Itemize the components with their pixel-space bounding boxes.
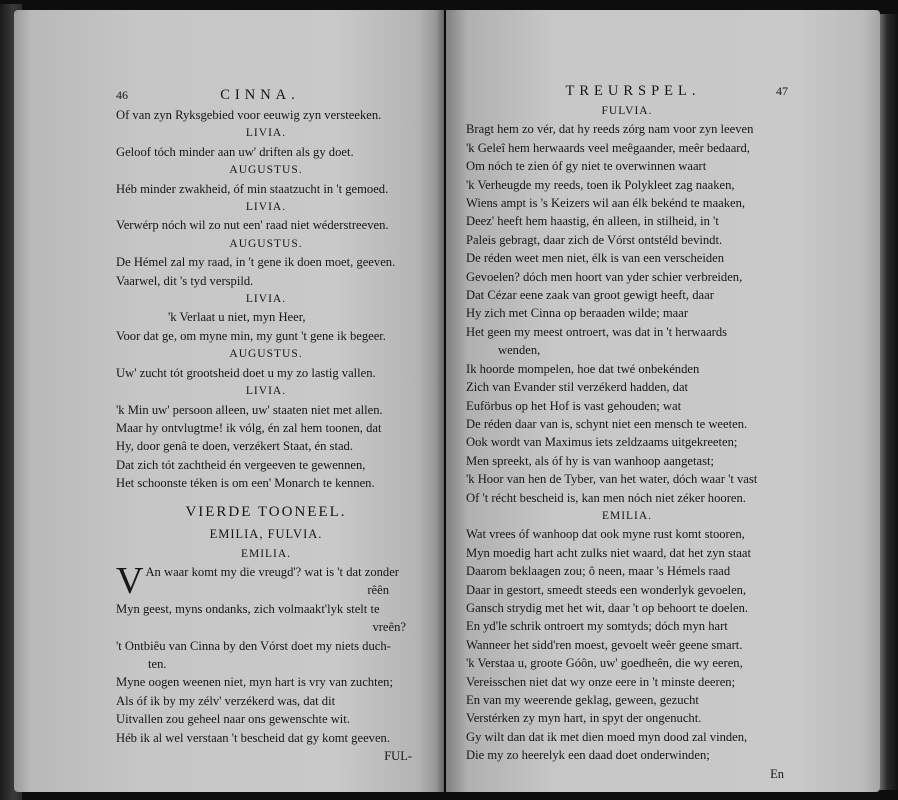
verse-line: Of 't récht bescheid is, kan men nóch niet zéker hooren. [466,490,746,505]
verse-line: Die my zo heerelyk een daad doet onderwinden; [466,748,710,763]
scene-heading: VIERDE TOONEEL. [185,503,347,520]
verse-line: Men spreekt, als óf hy is van wanhoop aangetast; [466,453,714,468]
verse-continuation: wenden, [498,343,541,358]
verse-line: Geloof tóch minder aan uw' driften als gy doet. [116,144,354,159]
verse-line: Uw' zucht tót grootsheid doet u my zo lastig vallen. [116,365,376,380]
verse-line: En van my weerende geklag, geween, gezucht [466,693,699,707]
verse-continuation: vreên? [372,620,406,635]
verse-line: Gevoelen? dóch men hoort van yder schier verbreiden, [466,269,743,284]
speaker-name: LIVIA. [245,127,287,140]
verse-line: Als óf ik by my zélv' verzékerd was, dat dit [116,693,336,708]
verse-line: 'k Geleî hem herwaards veel meêgaander, meêr bedaard, [466,140,750,155]
left-running-title: CINNA. [220,87,300,103]
verse-line: Héb ik al wel verstaan 't bescheid dat gy komt geeven. [116,730,390,745]
verse-line: Ook wordt van Maximus iets zeldzaams uitgekreeten; [466,435,738,450]
verse-line: Zich van Evander stil verzékerd hadden, dat [466,380,689,395]
verse-line: Myne oogen weenen niet, myn hart is vry van zuchten; [116,675,393,690]
verse-line: Verwérp nóch wil zo nut een' raad niet wéderstreeven. [116,218,389,233]
verse-line: Daar in gestort, smeedt steeds een wonderlyk gevoelen, [466,582,747,597]
verse-line: Wanneer het sidd'ren moest, gevoelt weêr geene smart. [466,637,743,652]
verse-line: Deez' heeft hem haastig, én alleen, in stilheid, in 't [466,214,719,229]
right-page [446,10,880,792]
left-lines [116,106,416,563]
verse-line: Om nóch te zien óf gy niet te overwinnen waart [466,159,707,174]
verse-line: Uitvallen zou geheel naar ons gewenschte wit. [116,712,350,727]
verse-line: 'k Verheugde my reeds, toen ik Polykleet zag naaken, [466,177,735,192]
dropcap-line-1: An waar komt my die vreugd'? wat is 't dat zonder [145,564,399,579]
dropcap-line-2: rêên [367,583,389,598]
verse-line: Euförbus op het Hof is vast gehouden; wat [466,398,682,413]
verse-line: Dat Cézar eene zaak van groot gewigt heeft, daar [466,288,714,303]
speaker-name: EMILIA. [601,509,653,522]
verse-line: Myn geest, myns ondanks, zich volmaakt'lyk stelt te [116,601,380,616]
verse-line: Gansch strydig met het wit, daar 't op behoort te doelen. [466,600,749,615]
book-right-edge [880,14,898,790]
speaker-name: FULVIA. [601,105,653,117]
right-catchword: En [770,766,784,781]
left-after-lines [116,600,416,747]
verse-line: 'k Verstaa u, groote Góôn, uw' goedheên, die wy eeren, [466,656,743,671]
verse-line: 'k Verlaat u niet, myn Heer, [168,310,306,325]
verse-line: Vereisschen niet dat wy onze eere in 't minste deeren; [466,674,736,689]
verse-line: Hy zich met Cinna op beraaden wilde; maar [466,306,689,321]
verse-line: Ik hoorde mompelen, hoe dat twé onbekénden [466,361,700,376]
verse-line: De Hémel zal my raad, in 't gene ik doen moet, geeven. [116,255,396,270]
dropcap-text [145,563,399,600]
left-catchword: FUL- [384,749,412,763]
left-page [14,10,444,792]
speaker-name: AUGUSTUS. [229,164,303,177]
verse-line: Bragt hem zo vér, dat hy reeds zórg nam voor zyn leeven [466,122,754,137]
verse-line: De réden daar van is, schynt niet een mensch te weeten. [466,416,748,431]
dropcap-paragraph [116,559,416,602]
verse-line: Vaarwel, dit 's tyd verspild. [116,273,254,288]
speaker-name: LIVIA. [245,385,287,398]
verse-line: Wiens ampt is 's Keizers wil aan élk bekénd te maaken, [466,196,746,211]
verse-line: Wat vrees óf wanhoop dat ook myne rust komt stooren, [466,527,745,542]
verse-line: De réden weet men niet, élk is van een verscheiden [466,251,725,266]
right-lines [466,102,788,765]
right-running-head [466,82,788,102]
dropcap-letter: V [116,559,144,602]
verse-continuation: ten. [148,656,167,671]
verse-line: 't Ontbiêu van Cinna by den Vórst doet my niets duch- [116,638,391,653]
speaker-name: AUGUSTUS. [229,348,303,361]
left-page-text [116,86,416,765]
verse-line: Hy, door genâ te doen, verzékert Staat, én stad. [116,439,353,454]
verse-line: Héb minder zwakheid, óf min staatzucht in 't gemoed. [116,181,389,196]
left-page-number: 46 [116,88,128,102]
verse-line: Voor dat ge, om myne min, my gunt 't gene ik begeer. [116,328,386,343]
verse-line: Verstérken zy myn hart, in spyt der ongenucht. [466,711,702,726]
verse-line: Paleis gebragt, daar zich de Vórst ontstéld bevindt. [466,232,723,247]
verse-line: Of van zyn Ryksgebied voor eeuwig zyn versteeken. [116,108,382,122]
speaker-name: LIVIA. [245,201,287,214]
speaker-name: AUGUSTUS. [229,237,303,250]
speaker-name: LIVIA. [245,293,287,306]
right-page-text [466,82,788,783]
cast-list: EMILIA, FULVIA. [209,526,323,541]
verse-line: Myn moedig hart acht zulks niet waard, dat het zyn staat [466,545,752,560]
verse-line: 'k Hoor van hen de Tyber, van het water, dóch waar 't vast [466,472,758,487]
verse-line: 'k Min uw' persoon alleen, uw' staaten niet met allen. [116,402,383,417]
verse-line: Maar hy ontvlugtme! ik vólg, én zal hem toonen, dat [116,420,382,435]
right-page-number: 47 [776,84,788,98]
right-running-title: TREURSPEL. [565,83,701,99]
left-running-head [116,86,416,106]
verse-line: Daarom beklaagen zou; ô neen, maar 's Hémels raad [466,564,731,579]
speaker-name: EMILIA. [240,547,292,560]
verse-line: En yd'le schrik ontroert my somtyds; dóch myn hart [466,619,728,634]
verse-line: Het geen my meest ontroert, was dat in 't herwaards [466,324,728,339]
verse-line: Dat zich tót zachtheid én vergeeven te gewennen, [116,457,366,472]
verse-line: Het schoonste téken is om een' Monarch te kennen. [116,476,375,491]
verse-line: Gy wilt dan dat ik met dien moed myn dood zal vinden, [466,729,748,744]
